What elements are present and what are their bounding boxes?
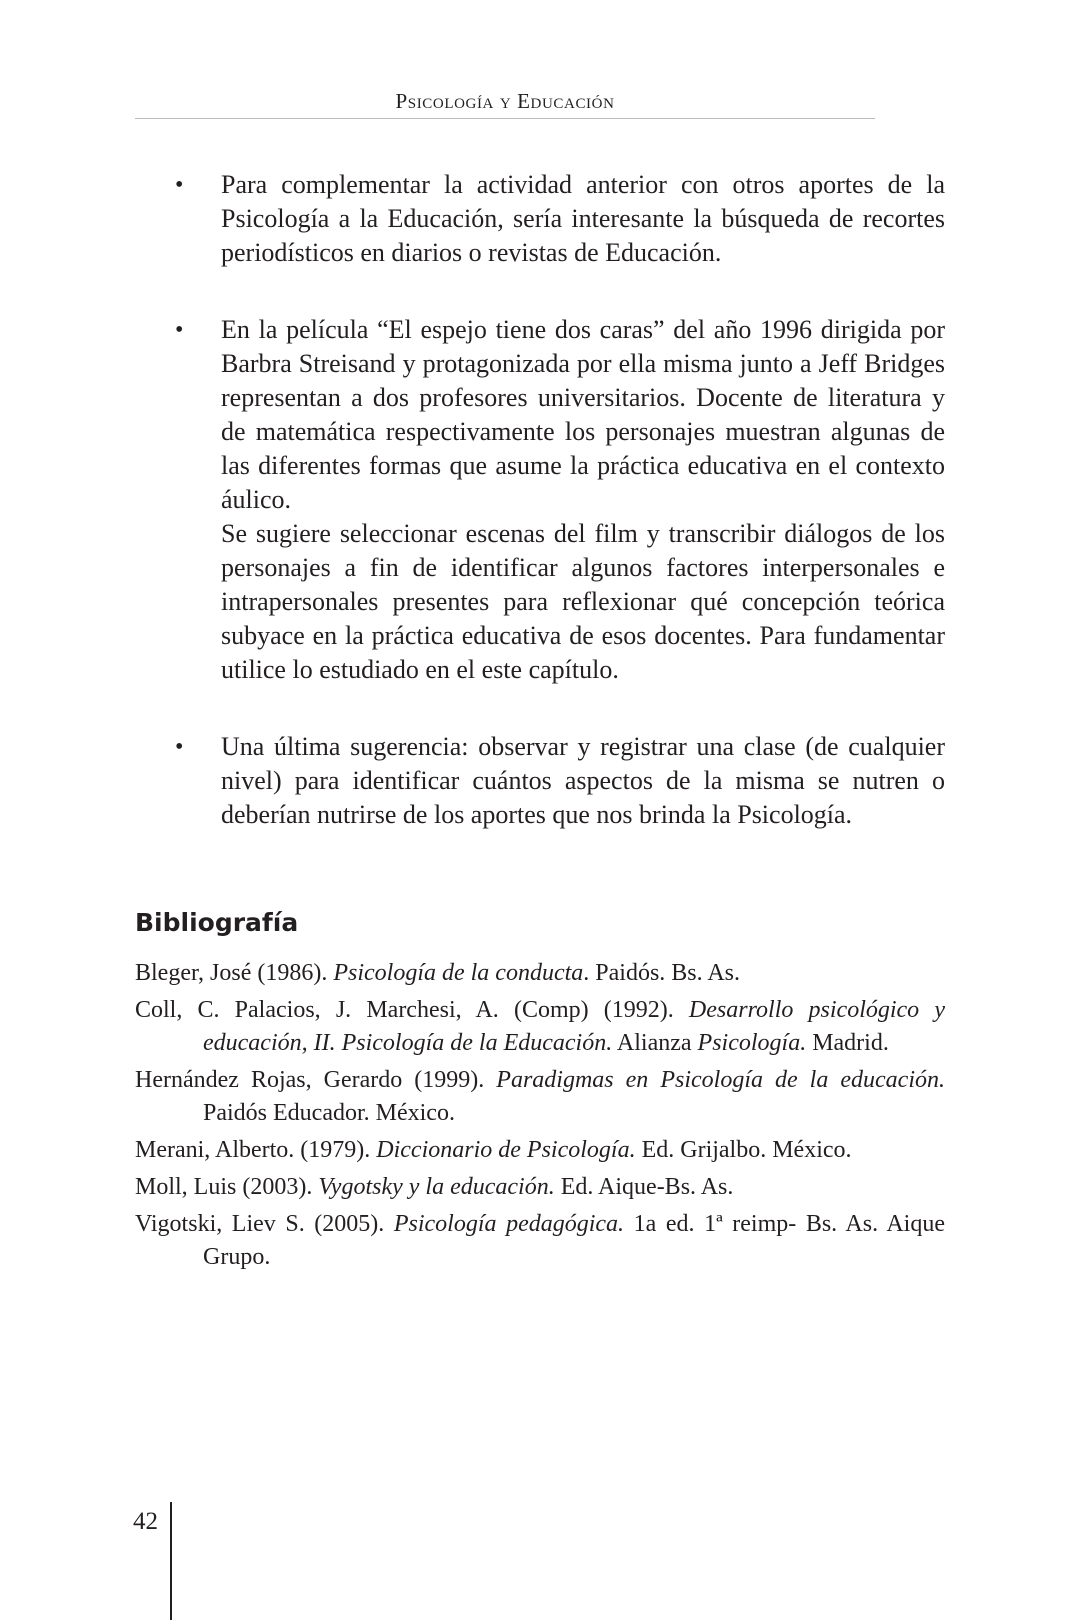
bibliography-list <box>135 957 945 1278</box>
bibliography-entry <box>135 957 945 990</box>
bullet-icon: • <box>175 172 184 198</box>
entry-text: Vigotski, Liev S. (2005). <box>135 1211 394 1237</box>
bullet-paragraph: Se sugiere seleccionar escenas del film y transcribir diálogos de los personajes a fin de identificar algunos factores interpersonales e intrapersonales presentes para reflexionar qué concepción teórica subyace en la práctica educativa de esos docentes. Para fundamentar utilice lo estudiado en el este capítulo. <box>221 519 945 684</box>
bibliography-entry <box>135 994 945 1060</box>
entry-text: Moll, Luis (2003). <box>135 1174 319 1200</box>
entry-text: Alianza <box>612 1030 698 1056</box>
entry-text: Hernández Rojas, Gerardo (1999). <box>135 1067 497 1093</box>
bullet-item <box>175 730 945 832</box>
entry-text: Madrid. <box>806 1030 889 1056</box>
entry-text: . Paidós. Bs. As. <box>583 960 740 986</box>
entry-title-text: Diccionario de Psicología. <box>376 1137 636 1163</box>
bullet-paragraph: En la película “El espejo tiene dos caras” del año 1996 dirigida por Barbra Streisand y protagonizada por ella misma junto a Jeff Bridges representan a dos profesores universitarios. Docente de literatura y de matemática respectivamente los personajes muestran algunas de las diferentes formas que asume la práctica educativa en el contexto áulico. <box>221 315 945 514</box>
bullet-paragraph: Una última sugerencia: observar y registrar una clase (de cualquier nivel) para identificar cuántos aspectos de la misma se nutren o deberían nutrirse de los aportes que nos brinda la Psicología. <box>221 732 945 829</box>
entry-title-text: Psicología de la conducta <box>333 960 584 986</box>
bullet-icon: • <box>175 734 184 760</box>
entry-title-text: Vygotsky y la educación. <box>318 1174 555 1200</box>
entry-text: Merani, Alberto. (1979). <box>135 1137 377 1163</box>
bullet-item <box>175 313 945 687</box>
entry-title-text: Desarrollo psicológico y educación, II. Psicología de la Educación. <box>203 997 945 1056</box>
bullet-paragraph: Para complementar la actividad anterior con otros aportes de la Psicología a la Educación, sería interesante la búsqueda de recortes periodísticos en diarios o revistas de Educación. <box>221 170 945 267</box>
bibliography-entry <box>135 1134 945 1167</box>
bibliography-entry <box>135 1208 945 1274</box>
page-number-rule <box>170 1502 172 1620</box>
bibliography-entry <box>135 1171 945 1204</box>
entry-text: Ed. Grijalbo. México. <box>635 1137 852 1163</box>
bibliography-entry <box>135 1064 945 1130</box>
page-number: 42 <box>133 1508 158 1535</box>
entry-title-text: Paradigmas en Psicología de la educación. <box>496 1067 945 1093</box>
entry-title-text: Psicología. <box>697 1030 807 1056</box>
entry-text: Coll, C. Palacios, J. Marchesi, A. (Comp) (1992). <box>135 997 689 1023</box>
running-title: Psicología y Educación <box>395 89 615 113</box>
bullet-item <box>175 168 945 270</box>
entry-title-text: Psicología pedagógica. <box>393 1211 625 1237</box>
entry-text: 1a ed. 1ª reimp- Bs. As. Aique Grupo. <box>203 1211 945 1270</box>
running-header <box>135 84 875 119</box>
entry-text: Paidós Educador. México. <box>203 1100 455 1126</box>
activity-bullet-list <box>175 168 945 832</box>
bullet-icon: • <box>175 317 184 343</box>
entry-text: Ed. Aique-Bs. As. <box>554 1174 734 1200</box>
entry-text: Bleger, José (1986). <box>135 960 334 986</box>
bibliography-heading: Bibliografía <box>135 908 299 937</box>
